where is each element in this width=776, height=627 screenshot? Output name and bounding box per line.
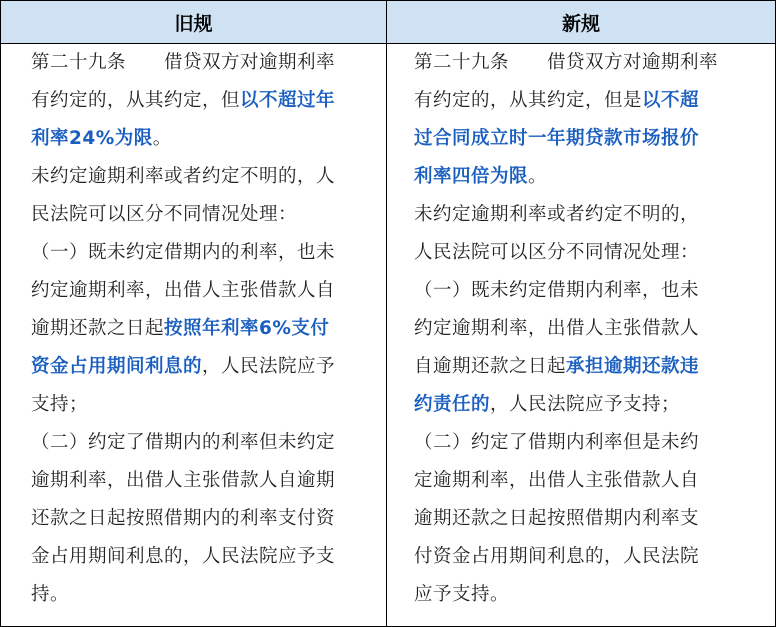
text-line (31, 462, 335, 500)
body-text: 有约定的，从其约定，但 (31, 90, 241, 111)
body-text: 。 (152, 128, 172, 149)
text-line (31, 196, 335, 234)
body-text: （二）约定了借期内利率但是未约 (414, 432, 700, 453)
text-line (31, 234, 335, 272)
text-line (414, 462, 718, 500)
body-text: ，人民法院应予 (202, 356, 336, 377)
text-line (31, 158, 335, 196)
highlighted-text: 资金占用期间利息的 (31, 356, 203, 377)
text-line (31, 44, 335, 82)
body-text: 第二十九条 借贷双方对逾期利率 (414, 52, 719, 73)
body-text: 持。 (31, 584, 70, 605)
body-text: 民法院可以区分不同情况处理： (31, 204, 298, 225)
body-text: ，人民法院应予支持； (490, 394, 681, 415)
text-line (31, 310, 335, 348)
highlighted-text: 以不超过年 (240, 90, 336, 111)
text-line (31, 424, 335, 462)
body-text: 。 (528, 166, 548, 187)
text-line (414, 196, 718, 234)
text-line (414, 310, 718, 348)
body-text: 约定逾期利率，出借人主张借款人自 (31, 280, 336, 301)
body-text: 未约定逾期利率或者约定不明的， (414, 204, 700, 225)
text-line (414, 158, 718, 196)
text-line (414, 500, 718, 538)
text-line (414, 576, 718, 614)
highlighted-text: 承担逾期还款违 (566, 356, 700, 377)
highlighted-text: 以不超 (642, 90, 700, 111)
body-text: 第二十九条 借贷双方对逾期利率 (31, 52, 336, 73)
body-text: 还款之日起按照借期内的利率支付资 (31, 508, 336, 529)
table-header (1, 1, 775, 44)
text-line (31, 500, 335, 538)
text-line (31, 576, 335, 614)
body-text: 逾期还款之日起按照借期内利率支 (414, 508, 700, 529)
text-line (414, 424, 718, 462)
body-text: 金占用期间利息的，人民法院应予支 (31, 546, 336, 567)
text-line (31, 120, 335, 158)
text-line (31, 386, 335, 424)
body-text: 逾期利率，出借人主张借款人自逾期 (31, 470, 336, 491)
body-text: 自逾期还款之日起 (414, 356, 567, 377)
text-line (414, 120, 718, 158)
text-line (414, 272, 718, 310)
text-line (31, 538, 335, 576)
text-line (414, 234, 718, 272)
highlighted-text: 按照年利率6%支付 (164, 318, 330, 339)
body-text: （一）既未约定借期内利率，也未 (414, 280, 700, 301)
text-line (414, 82, 718, 120)
header-new: 新规 (561, 12, 600, 35)
highlighted-text: 利率四倍为限 (414, 166, 529, 187)
text-line (414, 538, 718, 576)
column-divider (386, 1, 387, 626)
body-text: 逾期还款之日起 (31, 318, 165, 339)
highlighted-text: 过合同成立时一年期贷款市场报价 (414, 128, 700, 149)
header-old: 旧规 (174, 12, 213, 35)
text-line (31, 82, 335, 120)
body-text: （一）既未约定借期内的利率，也未 (31, 242, 336, 263)
body-text: 支持； (31, 394, 89, 415)
body-text: 定逾期利率，出借人主张借款人自 (414, 470, 700, 491)
body-text: （二）约定了借期内的利率但未约定 (31, 432, 336, 453)
text-line (414, 44, 718, 82)
body-text: 人民法院可以区分不同情况处理： (414, 242, 700, 263)
text-line (31, 272, 335, 310)
text-line (414, 348, 718, 386)
highlighted-text: 约责任的 (414, 394, 491, 415)
new-rule-column (414, 44, 718, 614)
highlighted-text: 利率24%为限 (31, 128, 153, 149)
body-text: 未约定逾期利率或者约定不明的，人 (31, 166, 336, 187)
old-rule-column (31, 44, 335, 614)
body-text: 约定逾期利率，出借人主张借款人 (414, 318, 700, 339)
text-line (31, 348, 335, 386)
body-text: 付资金占用期间利息的，人民法院 (414, 546, 700, 567)
body-text: 有约定的，从其约定，但是 (414, 90, 643, 111)
text-line (414, 386, 718, 424)
body-text: 应予支持。 (414, 584, 510, 605)
